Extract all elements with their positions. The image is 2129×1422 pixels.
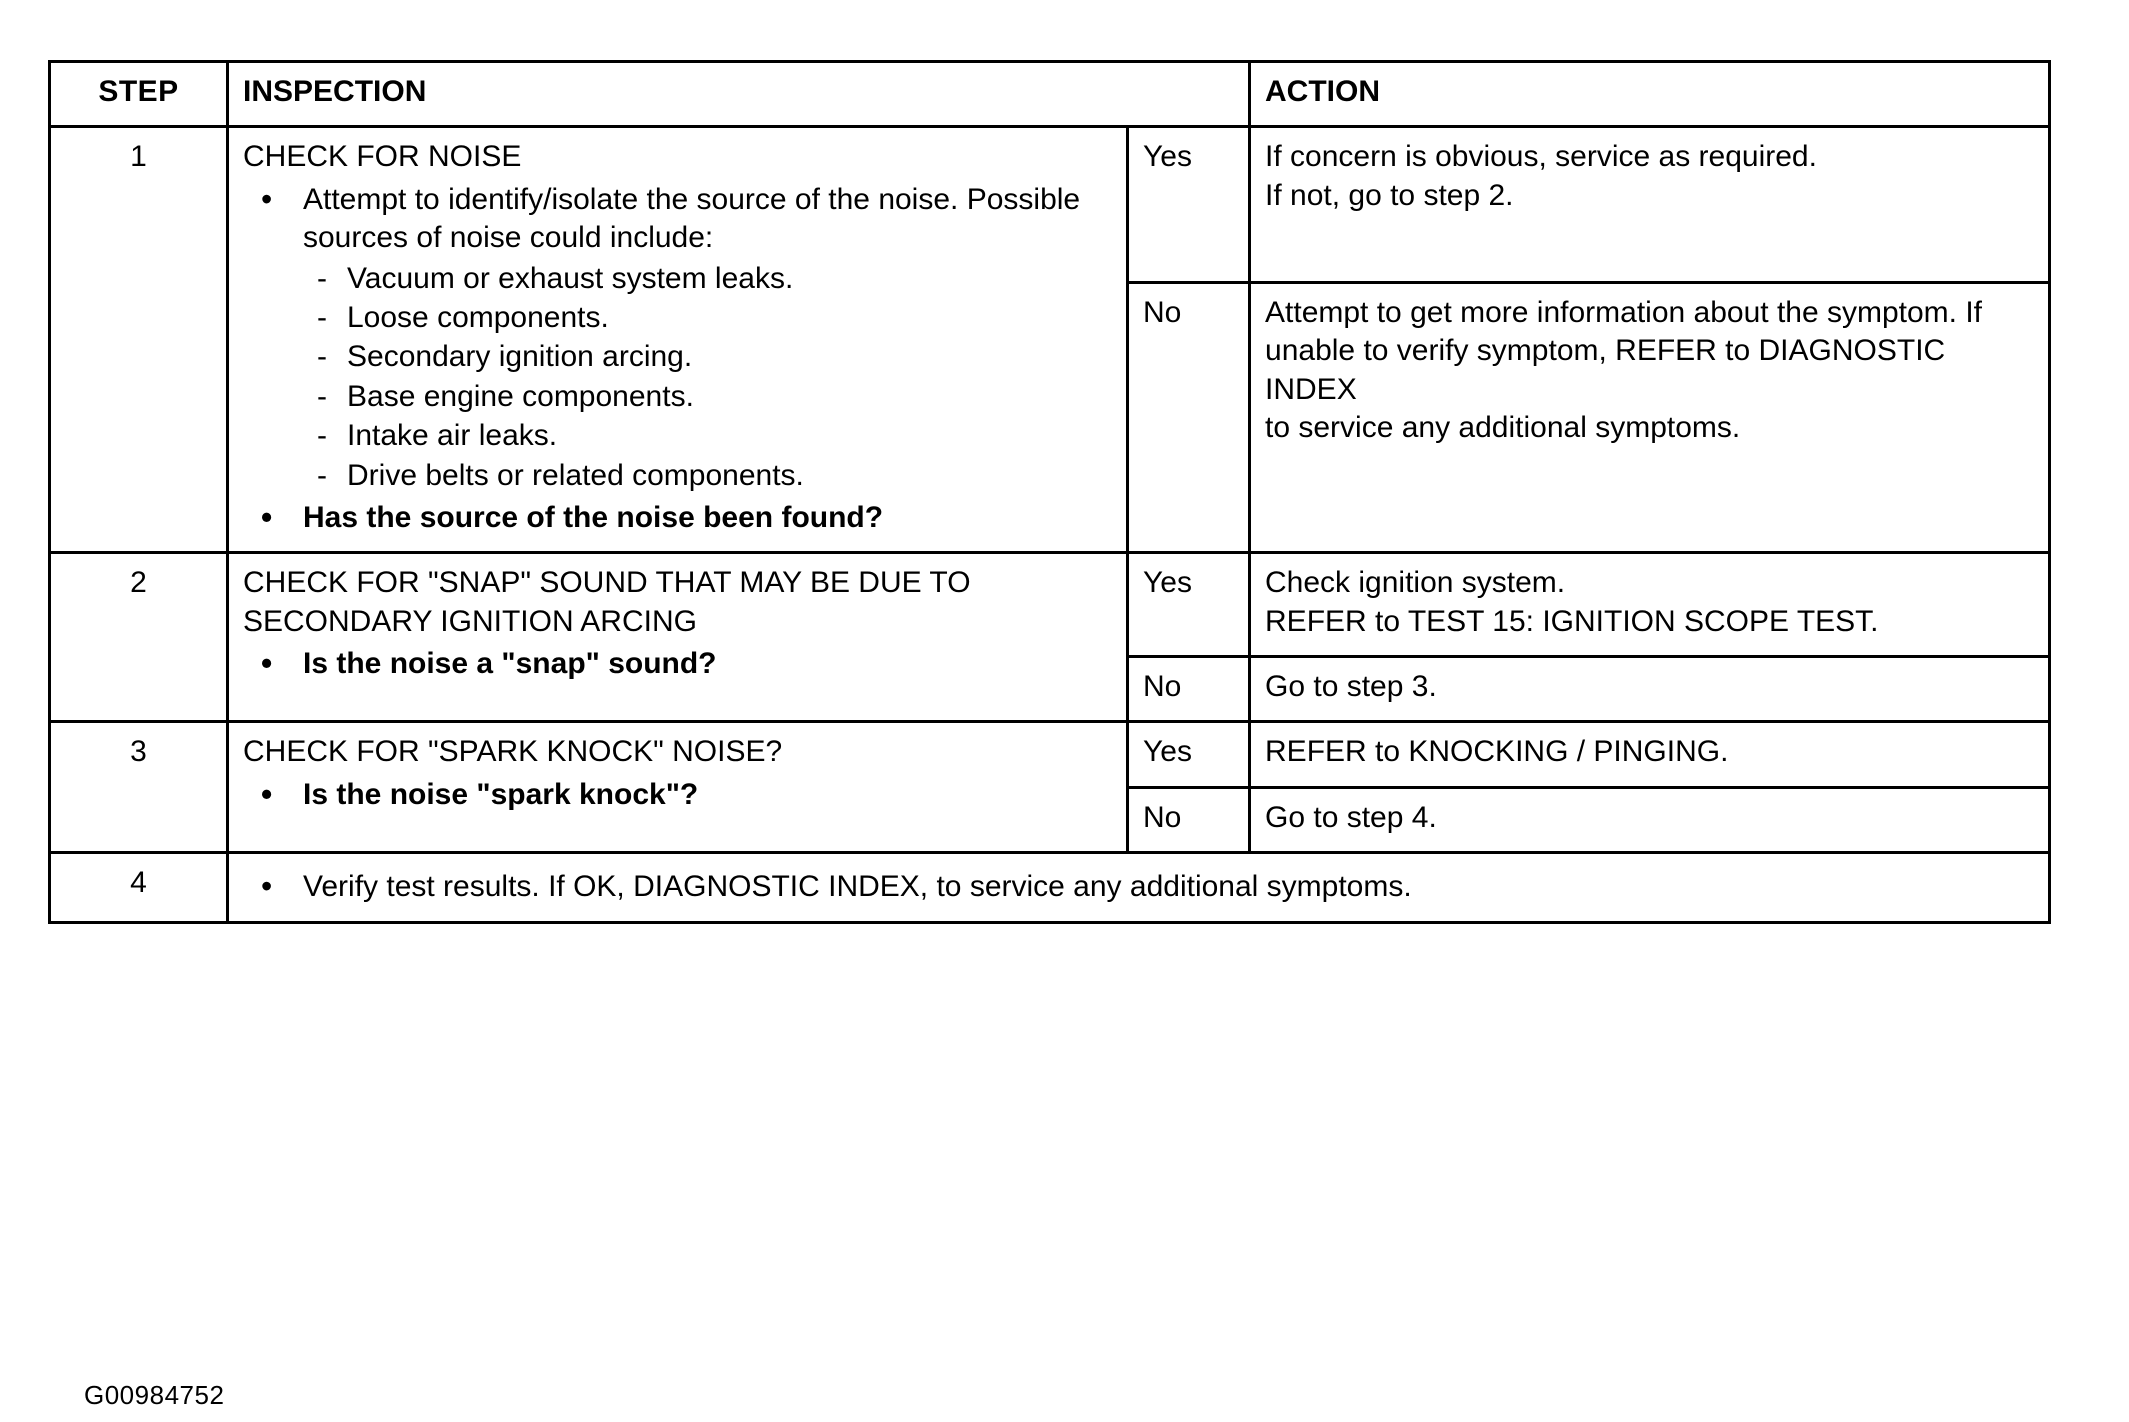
inspection-bullet-list [243,181,1112,538]
step-number: 4 [50,853,228,922]
action-line: to service any additional symptoms. [1265,411,1741,444]
action-cell [1250,553,2050,657]
action-line: If concern is obvious, service as required. [1265,140,1817,174]
action-cell [1250,657,2050,722]
action-cell [1250,282,2050,552]
inspection-title: CHECK FOR NOISE [243,140,522,174]
table-header-row [50,62,2050,127]
list-item: • Is the noise a "snap" sound? [243,645,1112,683]
inspection-bullet-list [243,645,1112,683]
action-line: REFER to KNOCKING / PINGING. [1265,735,1729,769]
diagnostic-table [48,60,2051,924]
action-line: If not, go to step 2. [1265,178,1514,212]
step-number: 2 [50,553,228,722]
inspection-cell [228,127,1128,553]
list-item: • Verify test results. If OK, DIAGNOSTIC INDEX, to service any additional symptoms. [243,868,2034,906]
list-item: - Loose components. [303,299,1112,337]
inspection-bullet-list [243,776,1112,814]
inspection-title: CHECK FOR "SNAP" SOUND THAT MAY BE DUE TO SECONDARY IGNITION ARCING [243,566,971,638]
action-cell [1250,127,2050,282]
list-item: - Vacuum or exhaust system leaks. [303,260,1112,298]
inspection-bullet-list [243,868,2034,906]
list-item: - Intake air leaks. [303,417,1112,455]
bullet-text: Attempt to identify/isolate the source of the noise. Possible sources of noise could include: [303,182,1081,255]
action-cell [1250,722,2050,787]
outcome-label-yes: Yes [1128,127,1250,282]
action-line: Check ignition system. [1265,566,1566,600]
step-number: 3 [50,722,228,853]
action-line: Attempt to get more information about the symptom. If unable to verify symptom, REFER to DIAGNOSTIC INDEX [1265,295,1983,406]
outcome-label-no: No [1128,657,1250,722]
inspection-cell [228,553,1128,722]
table-row [50,853,2050,922]
figure-code: G00984752 [84,1380,225,1410]
inspection-cell [228,853,2050,922]
list-item [243,181,1112,495]
outcome-label-yes: Yes [1128,722,1250,787]
table-row [50,127,2050,282]
list-item: - Secondary ignition arcing. [303,338,1112,376]
list-item: • Has the source of the noise been found? [243,499,1112,537]
list-item: - Drive belts or related components. [303,457,1112,495]
list-item: - Base engine components. [303,378,1112,416]
outcome-label-no: No [1128,282,1250,552]
header-inspection: INSPECTION [228,62,1250,127]
outcome-label-yes: Yes [1128,553,1250,657]
inspection-sub-list [303,260,1112,495]
header-step: STEP [50,62,228,127]
outcome-label-no: No [1128,787,1250,852]
action-cell [1250,787,2050,852]
action-line: REFER to TEST 15: IGNITION SCOPE TEST. [1265,604,1879,638]
inspection-title: CHECK FOR "SPARK KNOCK" NOISE? [243,735,783,769]
inspection-cell [228,722,1128,853]
action-line: Go to step 4. [1265,800,1437,834]
diagnostic-table-page [48,60,2088,1410]
action-line: Go to step 3. [1265,670,1437,704]
list-item: • Is the noise "spark knock"? [243,776,1112,814]
step-number: 1 [50,127,228,553]
table-row [50,722,2050,787]
header-action: ACTION [1250,62,2050,127]
table-row [50,553,2050,657]
